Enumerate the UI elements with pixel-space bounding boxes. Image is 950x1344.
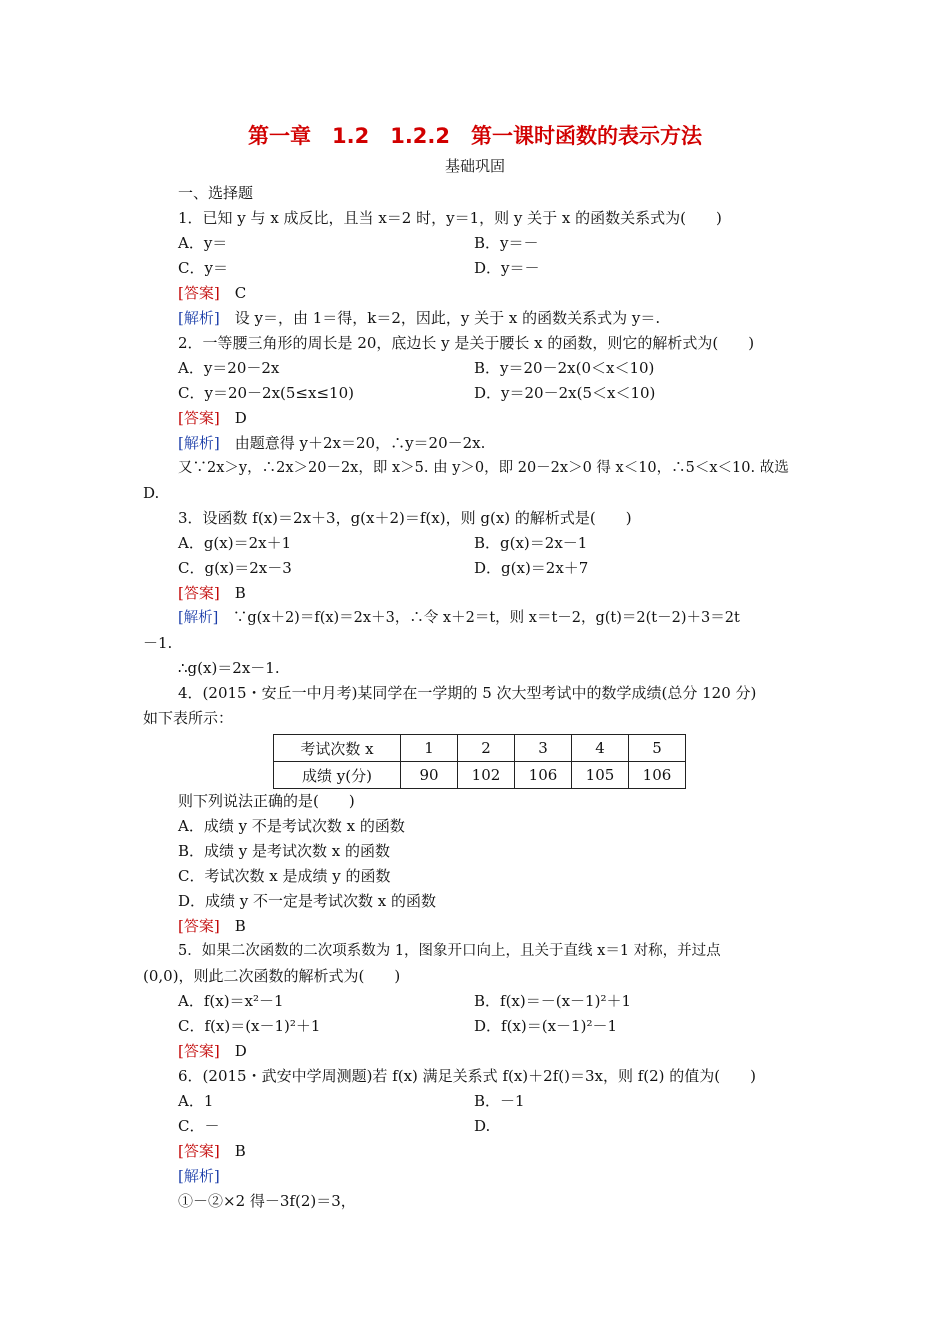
analysis-tag: [解析] bbox=[178, 1167, 220, 1185]
q5-stem-line2: (0,0)，则此二次函数的解析式为( ) bbox=[143, 967, 401, 985]
answer-tag: [答案] bbox=[178, 409, 220, 427]
table-row bbox=[274, 735, 686, 762]
table-cell: 106 bbox=[629, 762, 686, 789]
q2-option-a: A．y＝20－2x bbox=[178, 359, 280, 377]
q3-analysis bbox=[178, 608, 740, 628]
q2-analysis-text: 由题意得 y＋2x＝20，∴y＝20－2x. bbox=[234, 434, 486, 452]
q1-analysis bbox=[178, 308, 660, 328]
q5-answer bbox=[178, 1041, 247, 1061]
q4-option-b: B．成绩 y 是考试次数 x 的函数 bbox=[178, 842, 391, 860]
q2-stem: 2．一等腰三角形的周长是 20，底边长 y 是关于腰长 x 的函数，则它的解析式为( ) bbox=[178, 334, 755, 352]
answer-tag: [答案] bbox=[178, 917, 220, 935]
answer-tag: [答案] bbox=[178, 1042, 220, 1060]
table-header-cell: 成绩 y(分) bbox=[274, 762, 401, 789]
q1-option-b: B．y＝－ bbox=[474, 234, 539, 252]
q3-option-a: A．g(x)＝2x＋1 bbox=[178, 534, 292, 552]
q6-option-d: D. bbox=[474, 1117, 491, 1135]
q3-option-b: B．g(x)＝2x－1 bbox=[474, 534, 588, 552]
q5-option-b: B．f(x)＝－(x－1)²＋1 bbox=[474, 992, 632, 1010]
q1-option-a: A．y＝ bbox=[178, 234, 228, 252]
q4-answer-value: B bbox=[234, 917, 246, 935]
q3-stem: 3．设函数 f(x)＝2x＋3，g(x＋2)＝f(x)，则 g(x) 的解析式是( ) bbox=[178, 509, 632, 527]
table-cell: 105 bbox=[572, 762, 629, 789]
q4-stem-line2: 如下表所示： bbox=[143, 709, 234, 727]
table-cell: 2 bbox=[458, 735, 515, 762]
q4-answer bbox=[178, 916, 246, 936]
q3-option-d: D．g(x)＝2x＋7 bbox=[474, 559, 589, 577]
table-cell: 1 bbox=[401, 735, 458, 762]
q4-option-a: A．成绩 y 不是考试次数 x 的函数 bbox=[178, 817, 405, 835]
q5-option-a: A．f(x)＝x²－1 bbox=[178, 992, 284, 1010]
table-row bbox=[274, 762, 686, 789]
q3-answer-value: B bbox=[234, 584, 246, 602]
q6-stem: 6．(2015・武安中学周测题)若 f(x) 满足关系式 f(x)＋2f()＝3x，则 f(2) 的值为( ) bbox=[178, 1067, 757, 1085]
q2-answer-value: D bbox=[234, 409, 247, 427]
q2-analysis-line3: D. bbox=[143, 484, 160, 502]
q5-stem: 5．如果二次函数的二次项系数为 1，图象开口向上，且关于直线 x＝1 对称，并过点 bbox=[178, 943, 721, 959]
table-cell: 106 bbox=[515, 762, 572, 789]
q4-prompt: 则下列说法正确的是( ) bbox=[178, 792, 355, 810]
q3-answer bbox=[178, 583, 246, 603]
q3-analysis-line3: ∴g(x)＝2x－1. bbox=[178, 659, 280, 677]
q6-answer-value: B bbox=[234, 1142, 246, 1160]
section-heading: 一、选择题 bbox=[178, 184, 254, 202]
q2-analysis-line2: 又∵2x＞y，∴2x＞20－2x，即 x＞5. 由 y＞0，即 20－2x＞0 得 x＜10，∴5＜x＜10. 故选 bbox=[178, 460, 789, 476]
q6-answer bbox=[178, 1141, 246, 1161]
q4-option-c: C．考试次数 x 是成绩 y 的函数 bbox=[178, 867, 391, 885]
q3-analysis-line2: －1. bbox=[143, 634, 173, 652]
q5-option-d: D．f(x)＝(x－1)²－1 bbox=[474, 1017, 618, 1035]
table-header-cell: 考试次数 x bbox=[274, 735, 401, 762]
q5-answer-value: D bbox=[234, 1042, 247, 1060]
q5-option-c: C．f(x)＝(x－1)²＋1 bbox=[178, 1017, 321, 1035]
analysis-tag: [解析] bbox=[178, 610, 219, 626]
answer-tag: [答案] bbox=[178, 284, 220, 302]
q1-answer-value: C bbox=[234, 284, 247, 302]
q1-stem: 1．已知 y 与 x 成反比，且当 x＝2 时，y＝1，则 y 关于 x 的函数关系式为( ) bbox=[178, 209, 722, 227]
answer-tag: [答案] bbox=[178, 1142, 220, 1160]
table-cell: 4 bbox=[572, 735, 629, 762]
q3-option-c: C．g(x)＝2x－3 bbox=[178, 559, 292, 577]
table-cell: 5 bbox=[629, 735, 686, 762]
q1-option-c: C．y＝ bbox=[178, 259, 228, 277]
q6-option-b: B．－1 bbox=[474, 1092, 525, 1110]
analysis-tag: [解析] bbox=[178, 434, 220, 452]
q2-analysis bbox=[178, 433, 485, 453]
q4-stem: 4．(2015・安丘一中月考)某同学在一学期的 5 次大型考试中的数学成绩(总分 120 分) bbox=[178, 684, 757, 702]
q6-analysis bbox=[178, 1166, 220, 1186]
answer-tag: [答案] bbox=[178, 584, 220, 602]
table-cell: 102 bbox=[458, 762, 515, 789]
q6-analysis-step: ①－②×2 得－3f(2)＝3， bbox=[178, 1192, 356, 1210]
q2-option-b: B．y＝20－2x(0＜x＜10) bbox=[474, 359, 655, 377]
q4-option-d: D．成绩 y 不一定是考试次数 x 的函数 bbox=[178, 892, 437, 910]
score-table bbox=[273, 734, 686, 789]
table-cell: 90 bbox=[401, 762, 458, 789]
section-subtitle: 基础巩固 bbox=[444, 157, 505, 175]
q2-answer bbox=[178, 408, 247, 428]
q6-option-a: A．1 bbox=[178, 1092, 214, 1110]
analysis-tag: [解析] bbox=[178, 309, 220, 327]
q6-option-c: C．－ bbox=[178, 1117, 220, 1135]
q2-option-d: D．y＝20－2x(5＜x＜10) bbox=[474, 384, 656, 402]
q2-option-c: C．y＝20－2x(5≤x≤10) bbox=[178, 384, 354, 402]
q3-analysis-text: ∵g(x＋2)＝f(x)＝2x＋3，∴令 x＋2＝t，则 x＝t－2，g(t)＝2(t－2)＋3＝2t bbox=[232, 610, 740, 626]
page-title: 第一章 1.2 1.2.2 第一课时函数的表示方法 bbox=[248, 124, 702, 148]
q1-analysis-text: 设 y＝，由 1＝得，k＝2，因此，y 关于 x 的函数关系式为 y＝. bbox=[234, 309, 661, 327]
q1-answer bbox=[178, 283, 246, 303]
q1-option-d: D．y＝－ bbox=[474, 259, 540, 277]
table-cell: 3 bbox=[515, 735, 572, 762]
